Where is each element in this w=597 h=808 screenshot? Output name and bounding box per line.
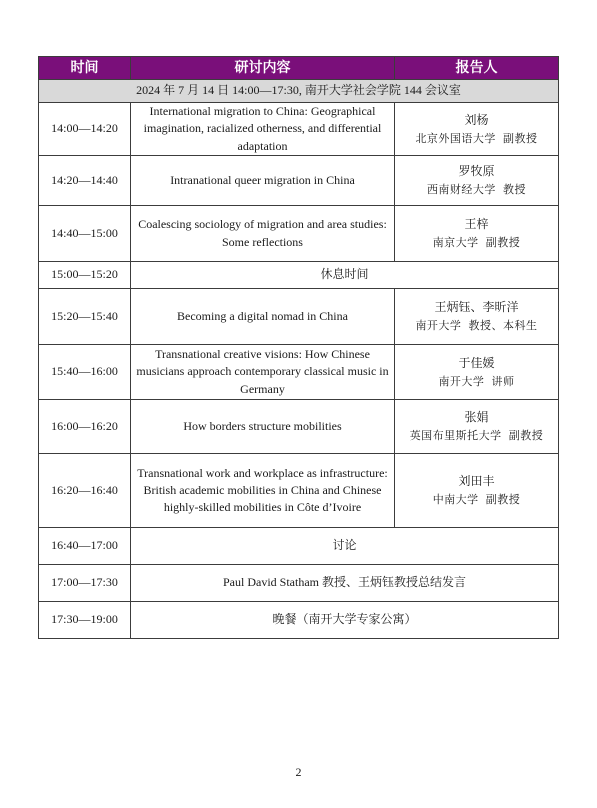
- speaker-name: 于佳媛: [458, 355, 495, 370]
- row-time: 15:00—15:20: [39, 262, 131, 289]
- row-time: 17:30—19:00: [39, 602, 131, 639]
- row-topic: 休息时间: [131, 262, 559, 289]
- table-row: [39, 289, 559, 345]
- speaker-name: 刘杨: [464, 112, 489, 127]
- header-time: 时间: [39, 57, 131, 80]
- speaker-affiliation: 南开大学 教授、本科生: [415, 319, 538, 333]
- table-row: [39, 454, 559, 528]
- row-speaker-cell: [395, 206, 559, 262]
- row-topic: 晚餐（南开大学专家公寓）: [131, 602, 559, 639]
- date-line: 2024 年 7 月 14 日 14:00—17:30, 南开大学社会学院 144 会议室: [39, 80, 559, 103]
- row-topic: 讨论: [131, 528, 559, 565]
- row-topic: Transnational work and workplace as infrastructure: British academic mobilities in China and Chinese highly-skilled mobilities in Côte d’Ivoire: [131, 454, 395, 528]
- row-time: 14:20—14:40: [39, 156, 131, 206]
- speaker-affiliation: 中南大学 副教授: [432, 493, 521, 507]
- row-time: 15:20—15:40: [39, 289, 131, 345]
- speaker-name: 张娟: [464, 410, 489, 425]
- table-row: [39, 206, 559, 262]
- speaker-affiliation: 南京大学 副教授: [432, 236, 521, 250]
- speaker-name: 王炳钰、李昕洋: [434, 300, 519, 315]
- speaker-name: 罗牧原: [458, 164, 495, 179]
- row-topic: Coalescing sociology of migration and area studies: Some reflections: [131, 206, 395, 262]
- table-row: [39, 262, 559, 289]
- row-speaker-cell: [395, 345, 559, 400]
- speaker-affiliation: 英国布里斯托大学 副教授: [409, 429, 544, 443]
- table-row: [39, 565, 559, 602]
- header-row: [39, 57, 559, 80]
- row-topic: International migration to China: Geographical imagination, racialized otherness, and differential adaptation: [131, 103, 395, 156]
- row-speaker-cell: [395, 454, 559, 528]
- table-row: [39, 103, 559, 156]
- header-speaker: 报告人: [395, 57, 559, 80]
- row-topic: Transnational creative visions: How Chinese musicians approach contemporary classical music in Germany: [131, 345, 395, 400]
- row-topic: How borders structure mobilities: [131, 400, 395, 454]
- row-time: 16:20—16:40: [39, 454, 131, 528]
- header-topic: 研讨内容: [131, 57, 395, 80]
- row-topic: Paul David Statham 教授、王炳钰教授总结发言: [131, 565, 559, 602]
- row-speaker-cell: [395, 156, 559, 206]
- row-topic: Intranational queer migration in China: [131, 156, 395, 206]
- row-speaker-cell: [395, 103, 559, 156]
- table-row: [39, 345, 559, 400]
- row-speaker-cell: [395, 400, 559, 454]
- speaker-name: 王梓: [464, 217, 489, 232]
- table-row: [39, 528, 559, 565]
- speaker-name: 刘田丰: [458, 474, 495, 489]
- table-row: [39, 602, 559, 639]
- row-time: 17:00—17:30: [39, 565, 131, 602]
- row-topic: Becoming a digital nomad in China: [131, 289, 395, 345]
- table-row: [39, 156, 559, 206]
- row-time: 14:40—15:00: [39, 206, 131, 262]
- row-speaker-cell: [395, 289, 559, 345]
- speaker-affiliation: 西南财经大学 教授: [426, 183, 527, 197]
- schedule-table: [38, 56, 559, 639]
- table-row: [39, 400, 559, 454]
- speaker-affiliation: 南开大学 讲师: [438, 374, 515, 388]
- speaker-affiliation: 北京外国语大学 副教授: [415, 131, 538, 145]
- date-row: [39, 80, 559, 103]
- row-time: 15:40—16:00: [39, 345, 131, 400]
- page-number: 2: [295, 765, 302, 779]
- row-time: 16:00—16:20: [39, 400, 131, 454]
- row-time: 16:40—17:00: [39, 528, 131, 565]
- row-time: 14:00—14:20: [39, 103, 131, 156]
